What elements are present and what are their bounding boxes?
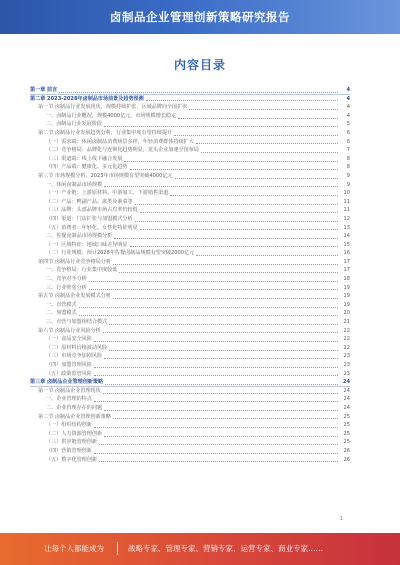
- toc-leader-dots: [114, 237, 338, 239]
- toc-entry-page: 7: [346, 147, 350, 154]
- toc-entry-page: 9: [346, 181, 350, 188]
- toc-entry-page: 4: [346, 87, 350, 93]
- toc-entry-page: 25: [343, 422, 350, 429]
- toc-entry-text: 第四节 卤制品行业竞争格局分析: [38, 258, 111, 265]
- toc-entry-text: （三）供应链管理创新: [46, 439, 97, 446]
- toc-entry-text: （二）竞争格局：品牌化与连锁化趋势明显，龙头企业加速全国布局: [46, 147, 199, 154]
- toc-entry-page: 4: [346, 95, 350, 102]
- toc-leader-dots: [175, 177, 338, 179]
- toc-entry-text: （五）数字化管理创新: [46, 456, 97, 463]
- toc-entry[interactable]: [30, 413, 350, 422]
- toc-leader-dots: [130, 245, 338, 247]
- toc-entry-page: 23: [343, 353, 350, 360]
- toc-entry-page: 19: [343, 293, 350, 300]
- toc-entry-text: 一、竞争格局：行业集中度较低: [46, 267, 118, 274]
- toc-leader-dots: [104, 409, 338, 411]
- toc-entry[interactable]: [30, 344, 350, 353]
- toc-entry-text: 第二节 卤制品企业管理创新策略: [38, 413, 111, 420]
- toc-leader-dots: [104, 185, 338, 187]
- footer-tagline: 战略专家、管理专家、营销专家、运营专家、商业专家……: [128, 544, 323, 553]
- toc-entry[interactable]: [30, 352, 350, 361]
- footer-divider: [117, 542, 118, 555]
- toc-entry[interactable]: [30, 387, 350, 396]
- toc-entry-page: 19: [343, 301, 350, 308]
- toc-entry[interactable]: [30, 146, 350, 155]
- toc-entry-page: 18: [343, 276, 350, 283]
- toc-entry[interactable]: [30, 361, 350, 370]
- toc-leader-dots: [99, 460, 338, 462]
- toc-leader-dots: [113, 417, 338, 419]
- toc-entry-page: 24: [343, 396, 350, 403]
- toc-entry-page: 22: [343, 327, 350, 334]
- toc-entry-text: （四）加盟管理风险: [46, 362, 92, 368]
- toc-entry-page: 4: [346, 112, 350, 119]
- toc-leader-dots: [79, 314, 338, 316]
- toc-entry-page: 24: [343, 404, 350, 411]
- toc-leader-dots: [178, 117, 338, 119]
- toc-entry-text: 二、佐餐卤制品市场规模分析: [46, 233, 113, 240]
- toc-entry-page: 8: [346, 155, 350, 162]
- toc-leader-dots: [135, 220, 338, 222]
- toc-entry[interactable]: [30, 378, 350, 387]
- toc-entry[interactable]: [30, 438, 350, 447]
- toc-entry[interactable]: [30, 430, 350, 439]
- toc-leader-dots: [140, 211, 338, 213]
- toc-entry-text: 二、企业管理存在的问题: [46, 404, 103, 411]
- toc-entry[interactable]: [30, 456, 350, 465]
- toc-entry-page: 17: [343, 258, 350, 265]
- toc-entry-text: （一）产业链：上游原材料、中游加工、下游销售渠道: [46, 190, 169, 197]
- toc-entry[interactable]: [30, 86, 350, 95]
- toc-leader-dots: [103, 331, 338, 333]
- toc-leader-dots: [104, 435, 338, 437]
- toc-entry-page: 21: [343, 319, 350, 326]
- toc-entry-page: 19: [343, 284, 350, 291]
- footer-bar: [0, 533, 400, 565]
- toc-entry-text: 第三节 市场规模分析，2023年市场规模有望突破4000亿元: [38, 172, 173, 179]
- toc-leader-dots: [99, 443, 338, 445]
- toc-entry-page: 25: [343, 430, 350, 437]
- toc-entry-text: （二）人力资源管理创新: [46, 430, 103, 437]
- toc-entry-page: 17: [343, 267, 350, 274]
- toc-entry-text: 一、企业管理的特点: [46, 396, 92, 403]
- toc-entry[interactable]: [30, 284, 350, 293]
- toc-entry-page: 23: [343, 370, 350, 377]
- toc-leader-dots: [94, 366, 338, 368]
- toc-entry[interactable]: [30, 395, 350, 404]
- toc-entry-page: 22: [343, 344, 350, 351]
- toc-entry-text: 第三章 卤制品企业管理创新策略: [30, 379, 104, 386]
- toc-leader-dots: [113, 263, 338, 265]
- toc-entry[interactable]: [30, 224, 350, 233]
- page-number: 1: [340, 516, 344, 522]
- toc-entry-page: 25: [343, 439, 350, 446]
- toc-entry-page: 20: [343, 310, 350, 317]
- toc-entry[interactable]: [30, 421, 350, 430]
- toc-entry-text: 第五节 卤制品企业发展模式分析: [38, 293, 111, 300]
- toc-entry-page: 26: [343, 447, 350, 454]
- toc-leader-dots: [201, 151, 338, 153]
- toc-entry-page: 22: [343, 336, 350, 343]
- toc-entry-text: （四）渠道：门店扩张与加盟模式分析: [46, 215, 133, 222]
- toc-entry[interactable]: [30, 335, 350, 344]
- toc-entry[interactable]: [30, 129, 350, 138]
- toc-entry-page: 12: [343, 215, 350, 222]
- toc-entry[interactable]: [30, 249, 350, 258]
- toc-leader-dots: [94, 452, 338, 454]
- toc-leader-dots: [119, 271, 338, 273]
- toc-entry-page: 23: [343, 362, 350, 368]
- toc-entry[interactable]: [30, 181, 350, 190]
- toc-entry-text: （二）产品：鸭副产品、禽类及素菜等: [46, 198, 133, 205]
- toc-entry[interactable]: [30, 370, 350, 379]
- toc-entry-text: 第二章 2023-2028年卤制品市场前景及趋势预测: [30, 95, 144, 102]
- toc-leader-dots: [130, 168, 338, 170]
- toc-entry[interactable]: [30, 163, 350, 172]
- toc-leader-dots: [104, 125, 338, 127]
- toc-leader-dots: [146, 99, 338, 101]
- toc-entry[interactable]: [30, 198, 350, 207]
- toc-entry[interactable]: [30, 95, 350, 104]
- toc-entry-page: 8: [346, 164, 350, 171]
- toc-leader-dots: [79, 306, 338, 308]
- toc-entry-text: 一、卤制品行业概况，规模4000亿元，市场规模增长稳定: [46, 112, 177, 119]
- toc-entry[interactable]: [30, 301, 350, 310]
- toc-entry[interactable]: [30, 112, 350, 121]
- toc-leader-dots: [59, 91, 338, 93]
- toc-entry-text: 二、加盟模式: [46, 310, 77, 317]
- toc-leader-dots: [109, 349, 338, 351]
- toc-entry-text: 二、卤制品行业发展阶段: [46, 121, 103, 128]
- toc-entry[interactable]: [30, 241, 350, 250]
- toc-entry-page: 24: [342, 379, 350, 386]
- toc-leader-dots: [196, 254, 338, 256]
- toc-entry-page: 11: [343, 198, 350, 205]
- toc-entry-text: （二）行业规模：预计2028年佐餐卤制品规模有望突破2000亿元: [46, 250, 195, 257]
- toc-entry-page: 14: [343, 233, 350, 240]
- toc-entry-page: 9: [346, 172, 350, 179]
- toc-entry[interactable]: [30, 155, 350, 164]
- toc-entry-text: （三）渠道端：线上线下融合发展: [46, 155, 123, 162]
- toc-leader-dots: [140, 228, 338, 230]
- report-title: 卤制品企业管理创新策略研究报告: [110, 10, 290, 24]
- toc-entry-text: 三、行业壁垒分析: [46, 284, 87, 291]
- table-of-contents: [30, 86, 350, 464]
- footer-slogan: 让每个人都能成为: [44, 544, 104, 553]
- toc-entry-text: （四）产品端：健康化、多元化趋势: [46, 164, 128, 171]
- toc-leader-dots: [103, 392, 338, 394]
- toc-entry-page: 11: [343, 207, 350, 214]
- toc-entry-text: （一）组织结构创新: [46, 422, 92, 429]
- toc-entry-text: （五）政策监管风险: [46, 370, 92, 377]
- toc-entry-text: （三）市场竞争加剧风险: [46, 353, 103, 360]
- toc-leader-dots: [124, 160, 338, 162]
- toc-entry-page: 6: [346, 138, 350, 145]
- toc-leader-dots: [113, 297, 338, 299]
- toc-title: 内容目录: [173, 58, 226, 72]
- toc-leader-dots: [174, 134, 338, 136]
- header-bar: [0, 0, 400, 34]
- toc-leader-dots: [89, 280, 338, 282]
- toc-leader-dots: [105, 383, 338, 385]
- toc-entry-text: 第六节 卤制品行业风险分析: [38, 327, 101, 334]
- toc-entry-text: （二）原材料价格波动风险: [46, 344, 108, 351]
- toc-entry-text: 第一节 卤制品企业管理现状: [38, 387, 101, 394]
- toc-entry-page: 10: [343, 190, 350, 197]
- toc-entry[interactable]: [30, 172, 350, 181]
- toc-entry-text: （一）需求端：休闲卤制品消费场景多样，年轻消费群体持续扩大: [46, 138, 194, 145]
- toc-entry[interactable]: [30, 189, 350, 198]
- toc-entry-page: 26: [343, 456, 350, 463]
- toc-entry[interactable]: [30, 447, 350, 456]
- toc-entry-page: 6: [346, 129, 350, 136]
- toc-entry-page: 5: [346, 121, 350, 128]
- toc-leader-dots: [104, 357, 338, 359]
- toc-entry[interactable]: [30, 215, 350, 224]
- toc-entry-text: 三、直营与加盟相结合模式: [46, 319, 108, 326]
- toc-entry[interactable]: [30, 309, 350, 318]
- toc-entry-text: （三）品牌：头部品牌市场占有率仍较低: [46, 207, 138, 214]
- toc-entry[interactable]: [30, 103, 350, 112]
- toc-entry[interactable]: [30, 266, 350, 275]
- toc-entry-text: 第一章 前言: [30, 87, 58, 93]
- toc-entry-page: 24: [343, 387, 350, 394]
- toc-leader-dots: [189, 108, 338, 110]
- toc-entry[interactable]: [30, 232, 350, 241]
- toc-entry-text: （四）营销管理创新: [46, 447, 92, 454]
- toc-entry-text: 第二节 卤制品行业发展趋势分析，行业集中度有望持续提升: [38, 129, 173, 136]
- toc-entry[interactable]: [30, 292, 350, 301]
- toc-entry[interactable]: [30, 318, 350, 327]
- toc-entry-page: 25: [343, 413, 350, 420]
- toc-entry-text: （一）食品安全风险: [46, 336, 92, 343]
- toc-leader-dots: [89, 288, 338, 290]
- toc-entry[interactable]: [30, 404, 350, 413]
- toc-entry[interactable]: [30, 138, 350, 147]
- toc-entry-text: （一）区域特征：地域口味差异明显: [46, 241, 128, 248]
- toc-entry-page: 16: [343, 250, 350, 257]
- toc-entry-page: 4: [346, 104, 350, 111]
- toc-entry[interactable]: [30, 258, 350, 267]
- toc-entry[interactable]: [30, 206, 350, 215]
- toc-entry-text: 第一节 卤制品行业发展现状，规模持续扩张，区域品牌向全国扩张: [38, 104, 188, 111]
- toc-entry-page: 15: [343, 241, 350, 248]
- toc-leader-dots: [94, 340, 338, 342]
- toc-entry[interactable]: [30, 120, 350, 129]
- toc-entry-text: （五）消费者：年轻化、女性化特征明显: [46, 224, 138, 231]
- toc-leader-dots: [109, 323, 338, 325]
- toc-leader-dots: [135, 203, 338, 205]
- toc-entry-text: 一、休闲卤制品市场规模: [46, 181, 103, 188]
- toc-entry[interactable]: [30, 327, 350, 336]
- toc-entry[interactable]: [30, 275, 350, 284]
- toc-leader-dots: [94, 400, 338, 402]
- toc-entry-text: 二、竞争对手分析: [46, 276, 87, 283]
- toc-leader-dots: [94, 374, 338, 376]
- toc-leader-dots: [170, 194, 338, 196]
- toc-leader-dots: [196, 142, 338, 144]
- toc-entry-page: 13: [343, 224, 350, 231]
- toc-entry-text: 一、直营模式: [46, 301, 77, 308]
- toc-leader-dots: [94, 426, 338, 428]
